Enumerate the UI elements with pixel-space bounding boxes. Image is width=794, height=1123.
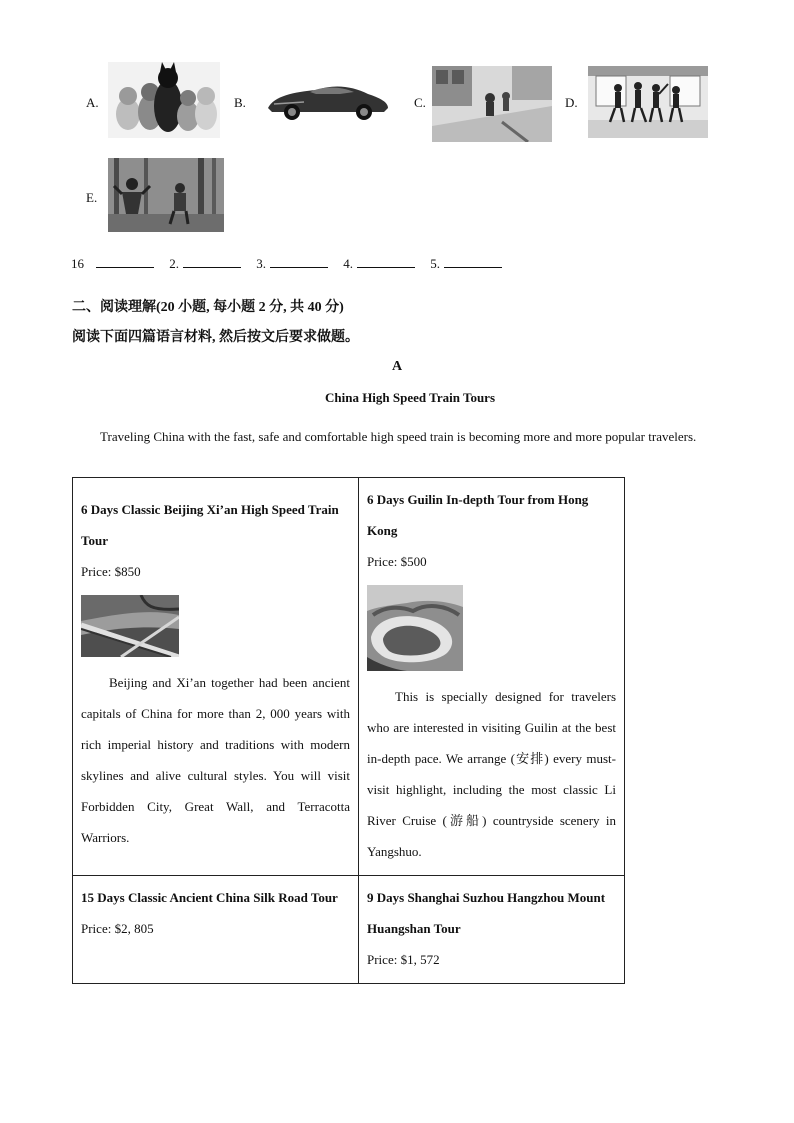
- tour-price: Price: $2, 805: [81, 921, 154, 936]
- blank-4-number: 4.: [343, 256, 353, 271]
- tour-name: 6 Days Classic Beijing Xi’an High Speed Train Tour: [81, 502, 339, 548]
- tour-cell-guilin: [359, 478, 625, 876]
- tour-price: Price: $1, 572: [367, 952, 440, 967]
- dancers-photo: [588, 66, 708, 138]
- tour-price: Price: $850: [81, 564, 141, 579]
- option-b-label: B.: [234, 95, 246, 110]
- tour-cell-shanghai-huangshan: [359, 876, 625, 984]
- tour-cell-silk-road: [73, 876, 359, 984]
- option-c-label: C.: [414, 95, 426, 110]
- dogs-and-cats-photo: [108, 62, 220, 138]
- blank-2-number: 2.: [169, 256, 179, 271]
- passage-title: China High Speed Train Tours: [324, 390, 496, 405]
- train-bridge-photo: [81, 595, 179, 657]
- tour-name: 6 Days Guilin In-depth Tour from Hong Kong: [367, 492, 589, 538]
- blank-1-line[interactable]: [96, 255, 154, 268]
- blank-3-line[interactable]: [270, 255, 328, 268]
- table-row: [73, 478, 625, 876]
- option-e-label: E.: [86, 190, 98, 205]
- passage-intro: Traveling China with the fast, safe and comfortable high speed train is becoming more and more popular travelers.: [100, 429, 697, 444]
- section-instruction: 阅读下面四篇语言材料, 然后按文后要求做题。: [72, 330, 359, 345]
- tour-description: This is specially designed for travelers who are interested in visiting Guilin at the best in-depth pace. We arrange (安排) every must-visit highlight, including the most classic Li River Cruise (游船) countryside scenery in Yangshuo.: [367, 689, 616, 859]
- section-heading: 二、阅读理解(20 小题, 每小题 2 分, 共 40 分): [72, 300, 344, 315]
- table-row: [73, 876, 625, 984]
- answer-blanks: [71, 255, 514, 272]
- blank-1-number: 16: [71, 256, 84, 271]
- tour-name: 15 Days Classic Ancient China Silk Road Tour: [81, 890, 338, 905]
- blank-5-number: 5.: [430, 256, 440, 271]
- option-d-label: D.: [565, 95, 578, 110]
- blank-5-line[interactable]: [444, 255, 502, 268]
- option-a-label: A.: [86, 95, 99, 110]
- river-bend-photo: [367, 585, 463, 671]
- tour-description: Beijing and Xi’an together had been ancient capitals of China for more than 2, 000 years with rich imperial history and traditions with modern skylines and alive cultural styles. You will visit Forbidden City, Great Wall, and Terracotta Warriors.: [81, 675, 350, 845]
- street-scene-photo: [432, 66, 552, 142]
- tour-name: 9 Days Shanghai Suzhou Hangzhou Mount Huangshan Tour: [367, 890, 606, 936]
- blank-2-line[interactable]: [183, 255, 241, 268]
- tour-cell-beijing-xian: [73, 478, 359, 876]
- people-in-forest-photo: [108, 158, 224, 232]
- passage-letter: A: [391, 359, 403, 374]
- tour-price: Price: $500: [367, 554, 427, 569]
- tours-table: [72, 477, 625, 984]
- blank-3-number: 3.: [256, 256, 266, 271]
- sports-car-photo: [264, 74, 392, 124]
- blank-4-line[interactable]: [357, 255, 415, 268]
